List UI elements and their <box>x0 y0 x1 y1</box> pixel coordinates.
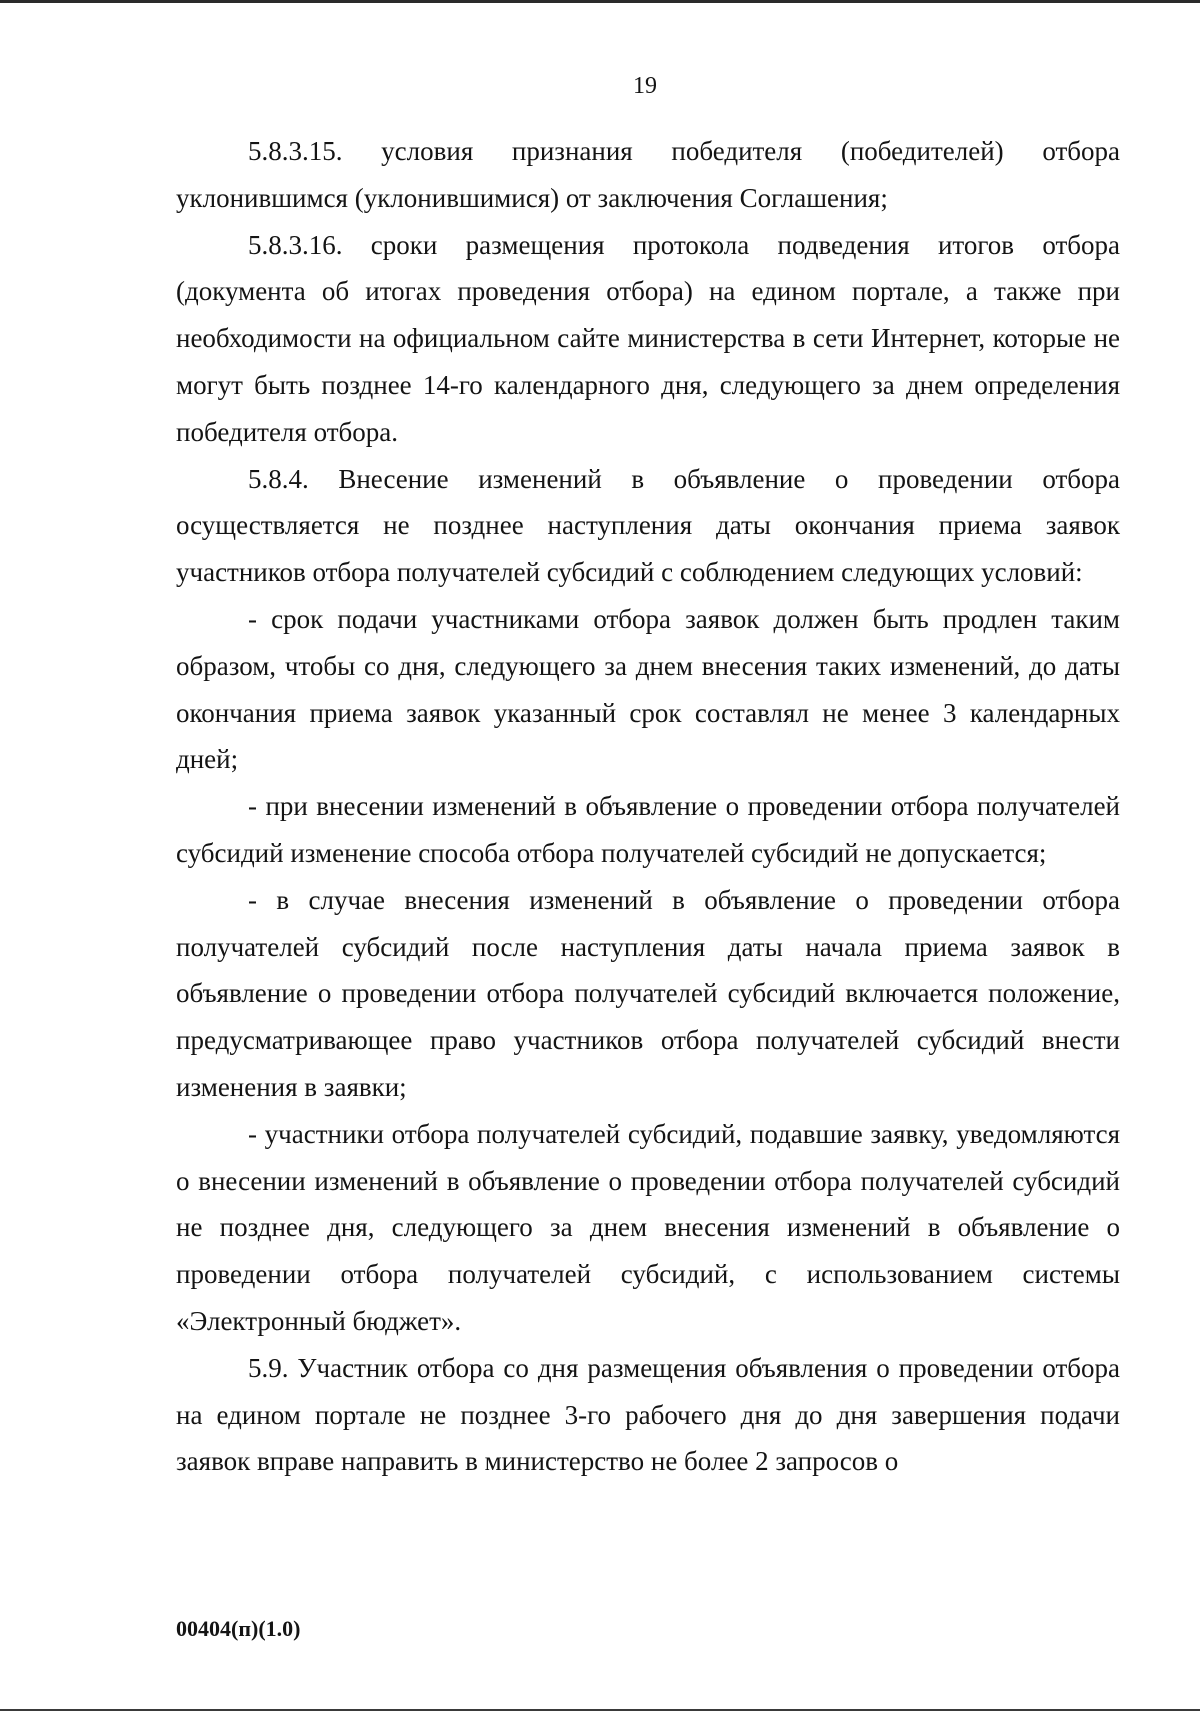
list-item-method-unchanged: - при внесении изменений в объявление о проведении отбора получателей субсидий изменение способа отбора получателей субсидий не допускается; <box>176 791 1120 868</box>
top-border-line <box>0 0 1200 3</box>
list-item-deadline-extension: - срок подачи участниками отбора заявок должен быть продлен таким образом, чтобы со дня, следующего за днем внесения таких изменений, до даты окончания приема заявок указанный срок составлял не менее 3 календарных дней; <box>176 603 1120 775</box>
paragraph-5-8-3-15: 5.8.3.15. условия признания победителя (победителей) отбора уклонившимся (уклонившимися) от заключения Соглашения; <box>176 136 1120 213</box>
document-code: 00404(п)(1.0) <box>176 1616 301 1641</box>
paragraph-5-8-3-16: 5.8.3.16. сроки размещения протокола подведения итогов отбора (документа об итогах проведения отбора) на едином портале, а также при необходимости на официальном сайте министерства в сети Интернет, которые не могут быть позднее 14-го календарного дня, следующего за днем определения победителя отбора. <box>176 229 1120 447</box>
list-item-amend-applications: - в случае внесения изменений в объявление о проведении отбора получателей субсидий после наступления даты начала приема заявок в объявление о проведении отбора получателей субсидий включается положение, предусматривающее право участников отбора получателей субсидий внести изменения в заявки; <box>176 884 1120 1102</box>
page-number: 19 <box>633 73 657 99</box>
list-item-participant-notification: - участники отбора получателей субсидий, подавшие заявку, уведомляются о внесении изменений в объявление о проведении отбора получателей субсидий не позднее дня, следующего за днем внесения изменений в объявление о проведении отбора получателей субсидий, с использованием системы «Электронный бюджет». <box>176 1118 1120 1336</box>
document-body <box>176 128 1120 1485</box>
paragraph-5-9: 5.9. Участник отбора со дня размещения объявления о проведении отбора на едином портале не позднее 3-го рабочего дня до дня завершения подачи заявок вправе направить в министерство не более 2 запросов о <box>176 1352 1120 1477</box>
paragraph-5-8-4: 5.8.4. Внесение изменений в объявление о проведении отбора осуществляется не позднее наступления даты окончания приема заявок участников отбора получателей субсидий с соблюдением следующих условий: <box>176 463 1120 588</box>
